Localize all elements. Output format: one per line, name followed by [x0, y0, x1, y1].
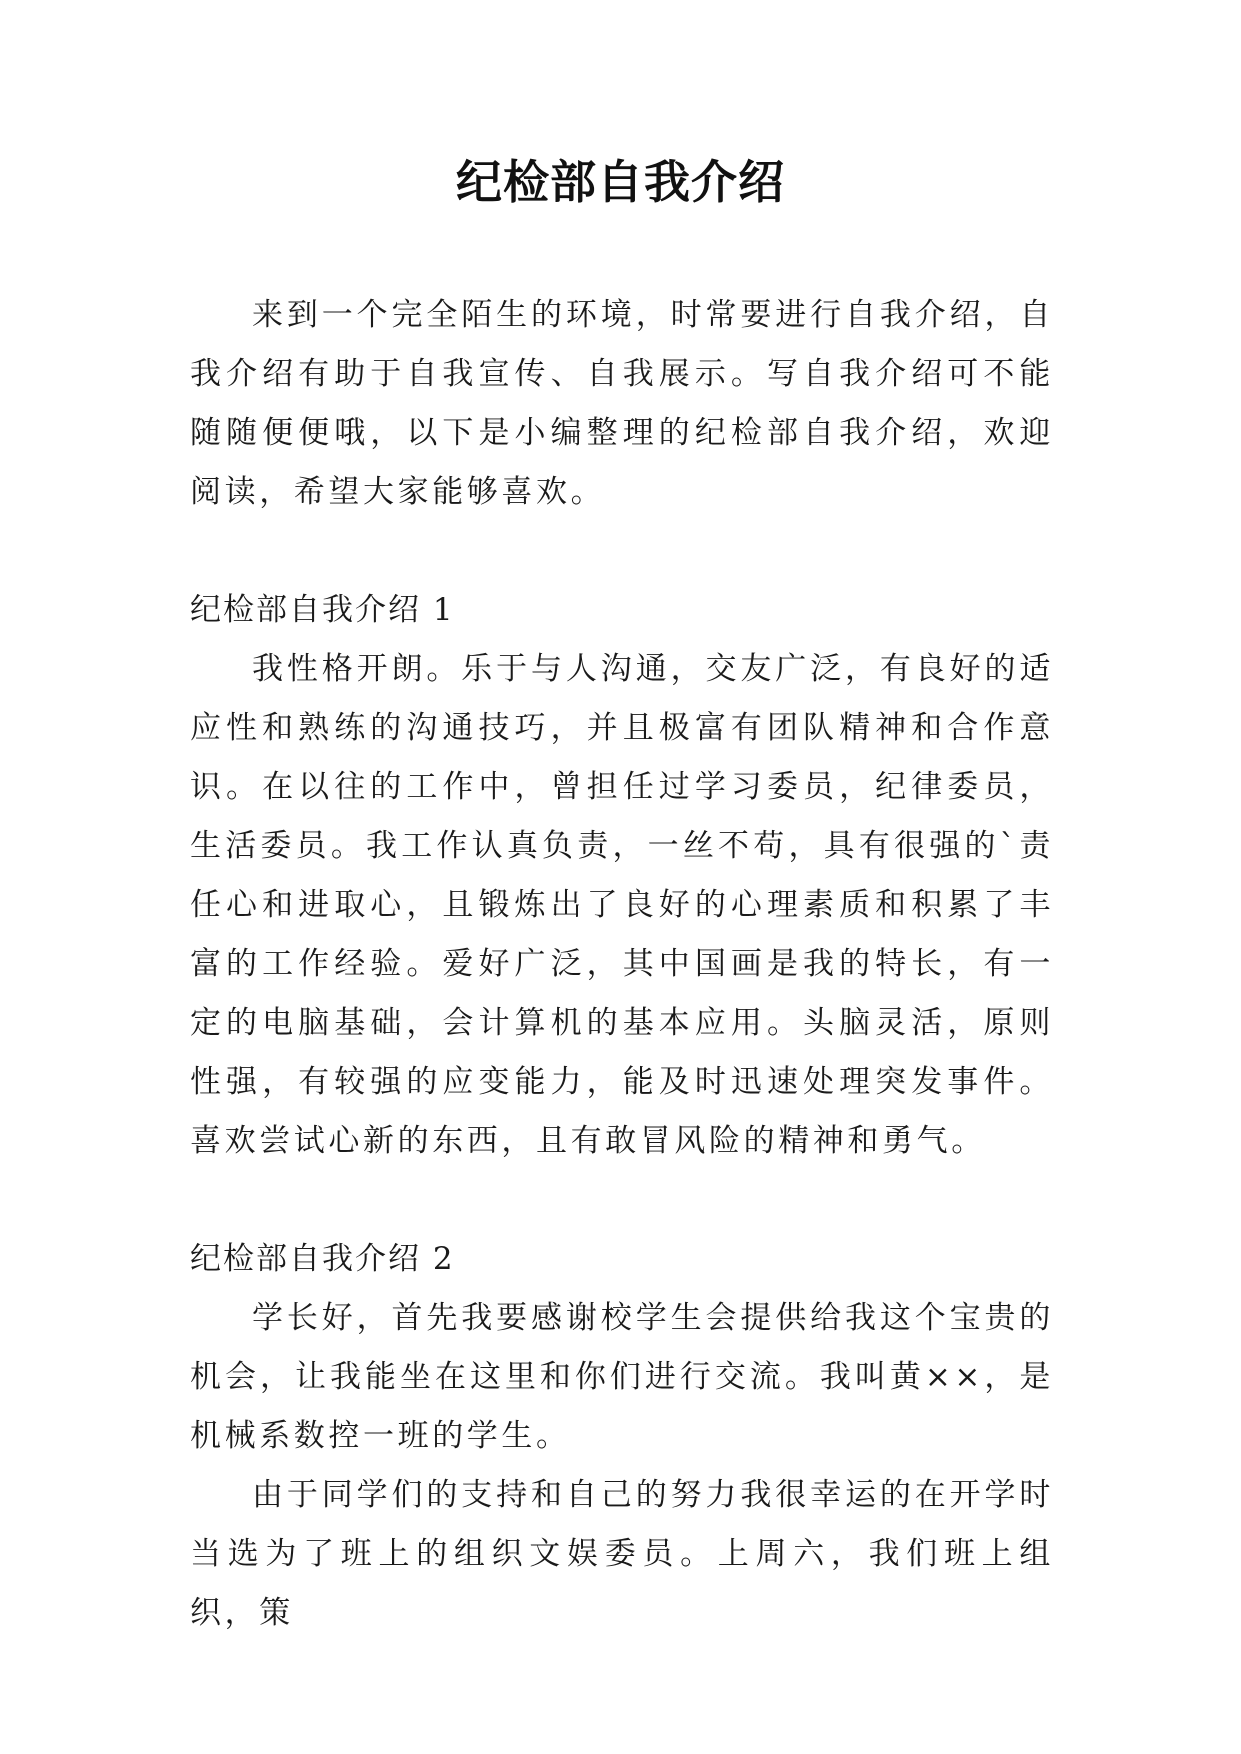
section-spacer	[190, 522, 1054, 581]
document-body	[190, 286, 1054, 1643]
section-spacer	[190, 1171, 1054, 1230]
section-1-paragraph: 我性格开朗。乐于与人沟通，交友广泛，有良好的适应性和熟练的沟通技巧，并且极富有团队精神和合作意识。在以往的工作中，曾担任过学习委员，纪律委员，生活委员。我工作认真负责，一丝不苟，具有很强的`责任心和进取心，且锻炼出了良好的心理素质和积累了丰富的工作经验。爱好广泛，其中国画是我的特长，有一定的电脑基础，会计算机的基本应用。头脑灵活，原则性强，有较强的应变能力，能及时迅速处理突发事件。喜欢尝试心新的东西，且有敢冒风险的精神和勇气。	[190, 651, 1054, 1159]
section-2-paragraph: 学长好，首先我要感谢校学生会提供给我这个宝贵的机会，让我能坐在这里和你们进行交流。我叫黄××，是机械系数控一班的学生。	[190, 1300, 1054, 1454]
intro-paragraph: 来到一个完全陌生的环境，时常要进行自我介绍，自我介绍有助于自我宣传、自我展示。写自我介绍可不能随随便便哦，以下是小编整理的纪检部自我介绍，欢迎阅读，希望大家能够喜欢。	[190, 297, 1054, 510]
document-title: 纪检部自我介绍	[456, 155, 785, 209]
section-heading: 纪检部自我介绍 1	[190, 592, 455, 628]
section-2-paragraph: 由于同学们的支持和自己的努力我很幸运的在开学时当选为了班上的组织文娱委员。上周六，我们班上组织，策	[190, 1477, 1054, 1631]
section-heading: 纪检部自我介绍 2	[190, 1241, 455, 1277]
